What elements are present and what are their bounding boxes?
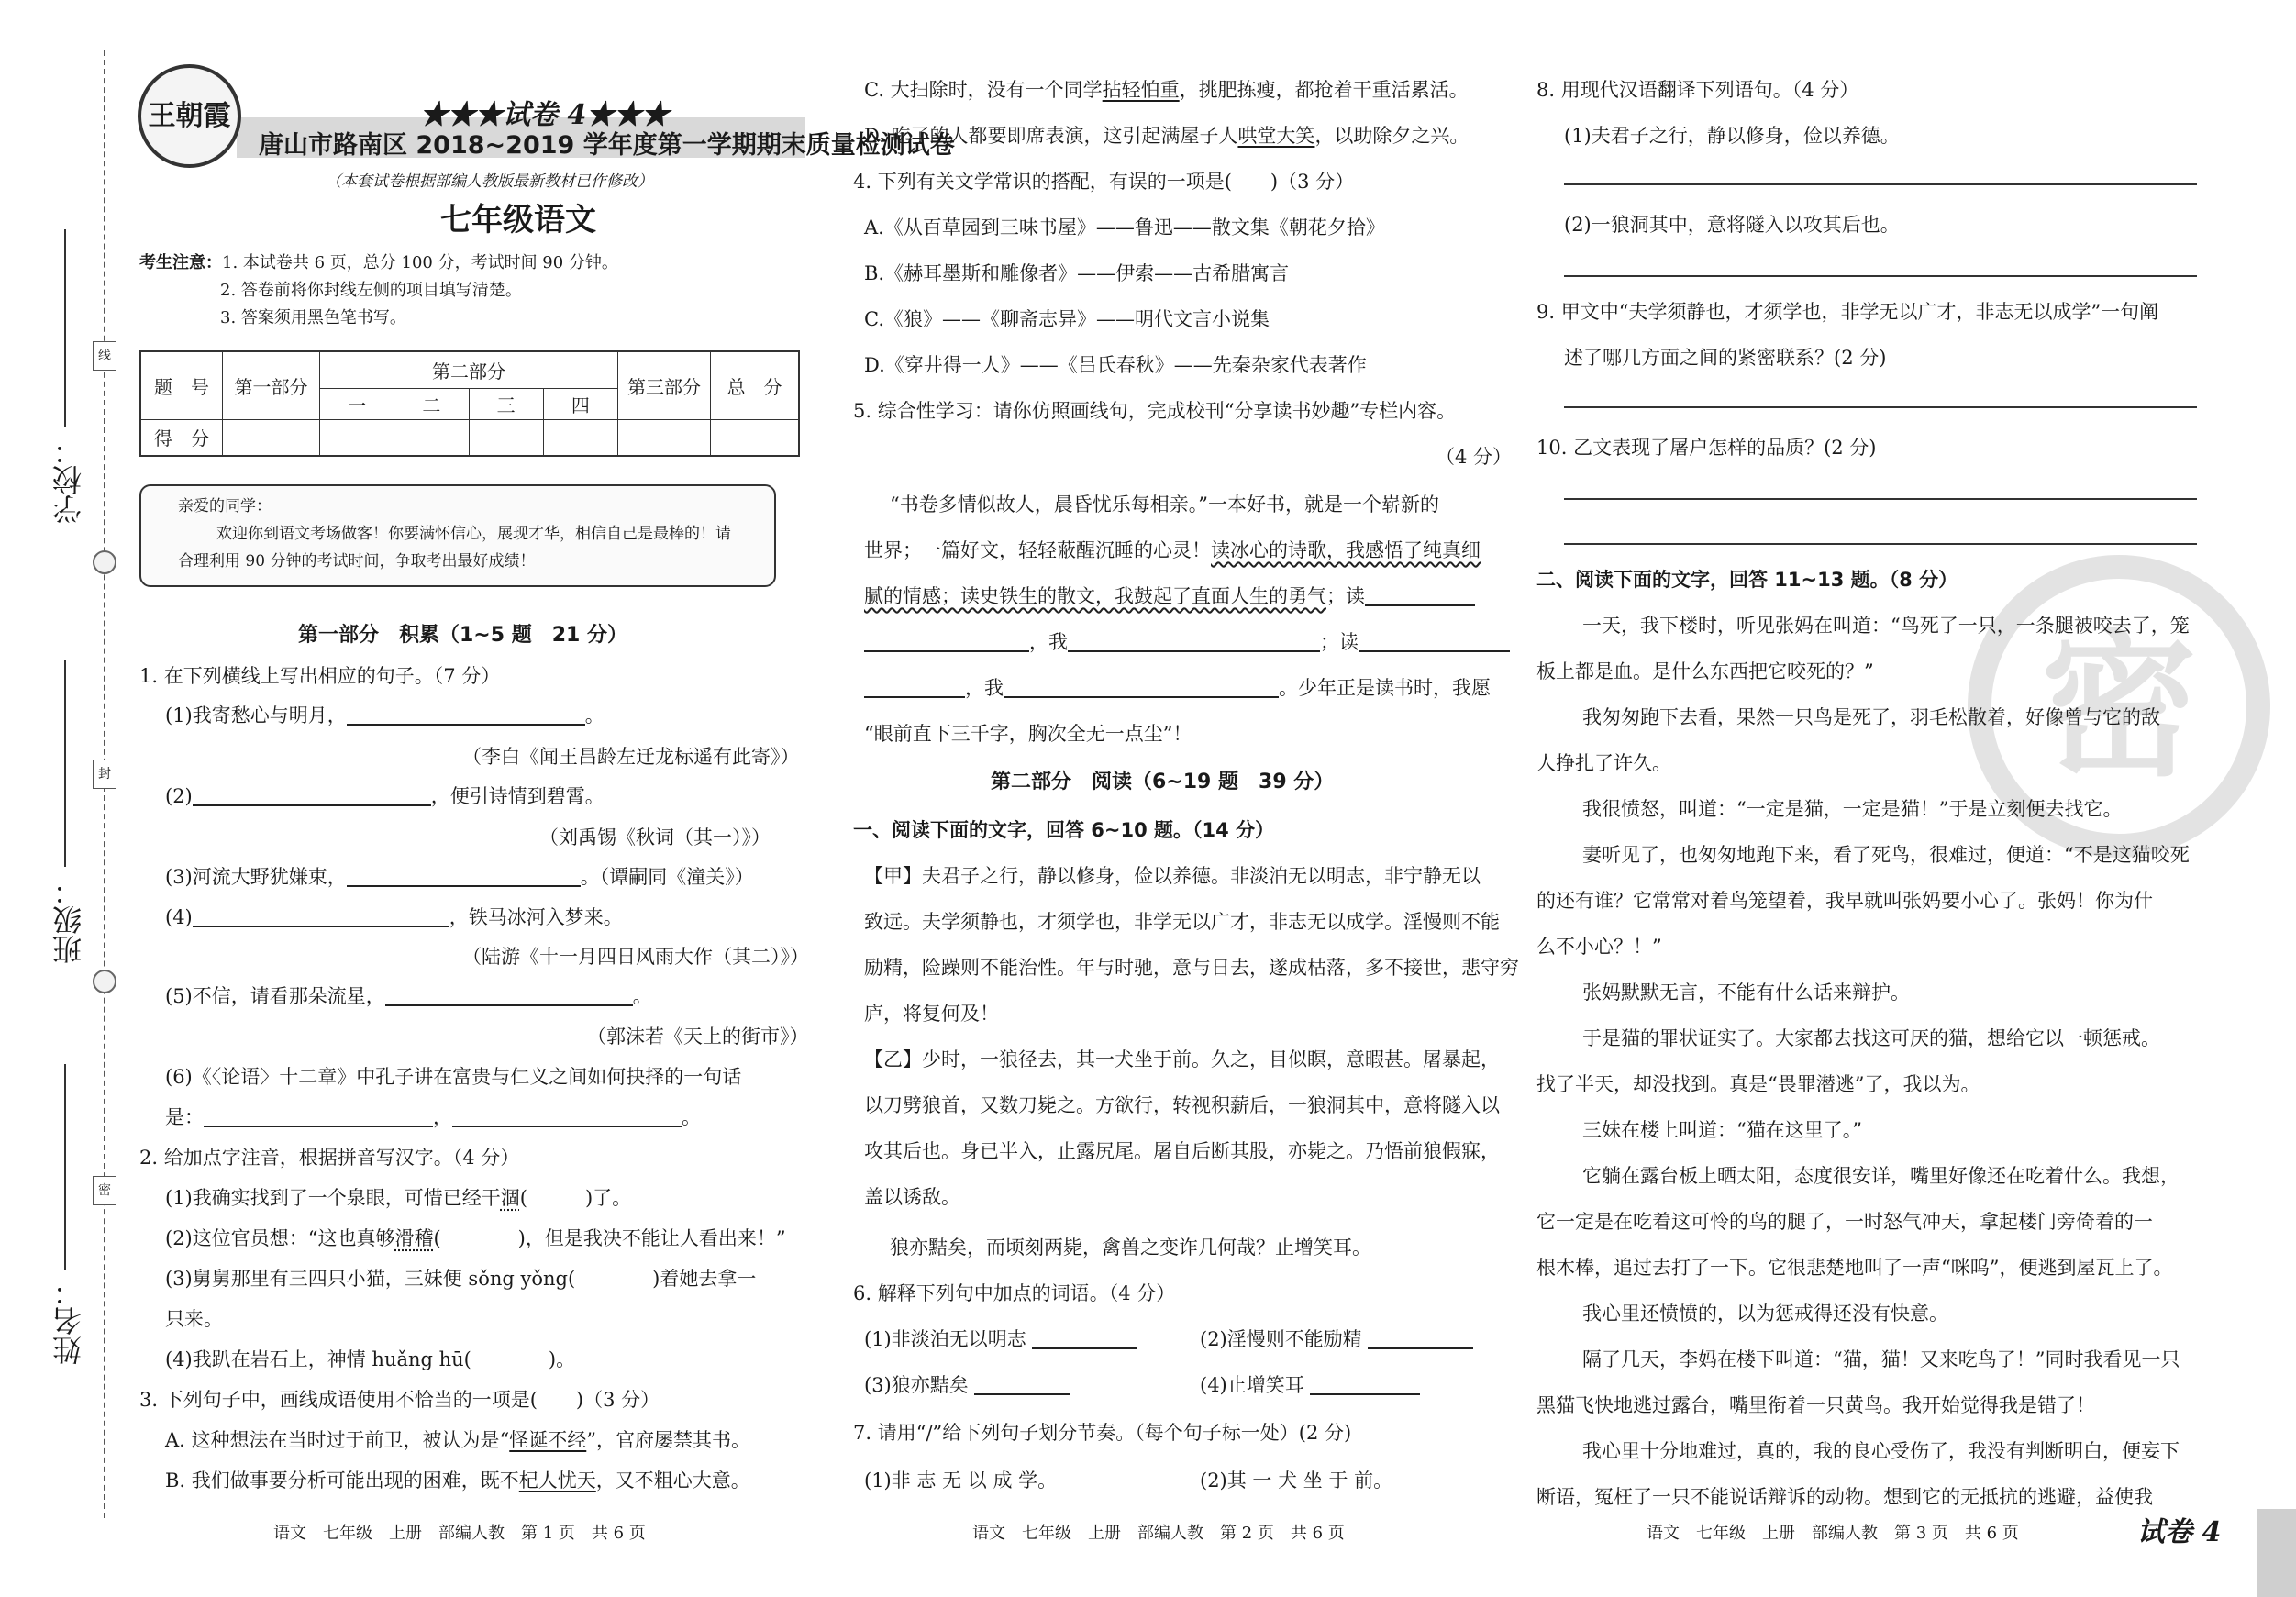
story-line: 根木棒，追过去打了一下。它很悲楚地叫了一声“咪呜”，便逃到屋瓦上了。 [1536, 1257, 2173, 1279]
answer-blank[interactable] [864, 634, 1029, 652]
story-line: 它躺在露台板上晒太阳，态度很安详，嘴里好像还在吃着什么。我想， [1582, 1165, 2180, 1187]
story-line: 的还有谁？它常常对着鸟笼望着，我早就叫张妈要小心了。张妈！你为什 [1536, 890, 2153, 912]
corner-block [2257, 1509, 2296, 1597]
score-header-part2: 第二部分 [320, 351, 618, 388]
greeting-line: 合理利用 90 分钟的考试时间，争取考出最好成绩！ [178, 552, 536, 571]
class-label: 班级： [51, 876, 86, 964]
option-b: B. 我们做事要分析可能出现的困难，既不杞人忧天，又不粗心大意。 [165, 1469, 750, 1492]
question-2-item: (3)舅舅那里有三四只小猫，三妹便 sǒng yǒng( )着她去拿一 [165, 1268, 757, 1290]
answer-blank[interactable] [204, 1109, 433, 1127]
passage-yi: 以刀劈狼首，又数刀毙之。方欲行，转视积薪后，一狼洞其中，意将隧入以 [864, 1094, 1500, 1116]
passage-line: “书卷多情似故人，晨昏忧乐每相亲。”一本好书，就是一个崭新的 [890, 494, 1439, 516]
score-sub: 一 [320, 388, 394, 419]
poem-source: （郭沫若《天上的街市》） [587, 1026, 809, 1048]
answer-blank[interactable] [974, 1377, 1070, 1395]
passage-line: ，我 。少年正是读书时，我愿 [864, 679, 1491, 698]
poem-source: （李白《闻王昌龄左迁龙标遥有此寄》） [462, 746, 800, 768]
passage-jia: 励精，险躁则不能治性。年与时驰，意与日去，遂成枯落，多不接世，悲守穷 [864, 957, 1519, 979]
story-line: 人挣扎了许久。 [1536, 752, 1671, 774]
passage-jia: 【甲】夫君子之行，静以修身，俭以养德。非淡泊无以明志，非宁静无以 [864, 865, 1481, 887]
story-line: 我很愤怒，叫道：“一定是猫，一定是猫！”于是立刻便去找它。 [1582, 798, 2123, 820]
seal-tag-secret: 密 [93, 1176, 116, 1205]
question-9: 9. 甲文中“夫学须静也，才须学也，非学无以广才，非志无以成学”一句阐 [1536, 301, 2159, 323]
story-line: 张妈默默无言，不能有什么话来辩护。 [1582, 981, 1910, 1004]
passage-line: 世界；一篇好文，轻轻蔽醒沉睡的心灵！读冰心的诗歌，我感悟了纯真细 [864, 539, 1481, 561]
option-d: D.《穿井得一人》——《吕氏春秋》——先秦杂家代表著作 [864, 354, 1367, 376]
question-6: 6. 解释下列句中加点的词语。（4 分） [853, 1282, 1176, 1304]
question-4: 4. 下列有关文学常识的搭配，有误的一项是( )（3 分） [853, 171, 1355, 193]
question-3: 3. 下列句子中，画线成语使用不恰当的一项是( )（3 分） [139, 1389, 660, 1411]
question-5-score: （4 分） [1436, 446, 1513, 468]
question-2-item: (1)我确实找到了一个泉眼，可惜已经干涸( )了。 [165, 1187, 632, 1209]
seal-tag-seal: 封 [93, 760, 116, 789]
greeting-line: 欢迎你到语文考场做客！你要满怀信心，展现才华，相信自己是最棒的！请 [216, 525, 731, 543]
binding-ring-icon [93, 550, 116, 574]
answer-line[interactable] [1564, 275, 2197, 277]
question-1-item: (6)《〈论语〉十二章》中孔子讲在富贵与仁义之间如何抉择的一句话 [165, 1066, 742, 1088]
option-a: A. 这种想法在当时过于前卫，被认为是“怪诞不经”，官府屡禁其书。 [165, 1429, 751, 1451]
option-b: B.《赫耳墨斯和雕像者》——伊索——古希腊寓言 [864, 262, 1290, 284]
answer-line[interactable] [1564, 183, 2197, 185]
answer-blank[interactable] [1068, 634, 1320, 652]
poem-source: （陆游《十一月四日风雨大作（其二）》） [462, 946, 809, 968]
answer-blank[interactable] [193, 909, 449, 927]
answer-blank[interactable] [193, 788, 431, 806]
answer-blank[interactable] [1032, 1331, 1137, 1349]
question-8: 8. 用现代汉语翻译下列语句。（4 分） [1536, 79, 1859, 101]
question-6-item: (1)非淡泊无以明志 [864, 1330, 1137, 1349]
part2-heading: 第二部分 阅读（6~19 题 39 分） [991, 771, 1335, 793]
school-field-line[interactable] [64, 229, 66, 427]
part1-heading: 第一部分 积累（1~5 题 21 分） [298, 624, 627, 647]
question-9: 述了哪几方面之间的紧密联系？(2 分) [1564, 347, 1887, 369]
question-6-item: (3)狼亦黠矣 [864, 1376, 1070, 1395]
story-line: 我心里十分地难过，真的，我的良心受伤了，我没有判断明白，便妄下 [1582, 1440, 2180, 1462]
question-2-item: (4)我趴在岩石上，神情 huǎng hū( )。 [165, 1348, 576, 1370]
question-8-item: (1)夫君子之行，静以修身，俭以养德。 [1564, 125, 1900, 147]
question-10: 10. 乙文表现了屠户怎样的品质？(2 分) [1536, 437, 1877, 459]
name-label: 姓名： [51, 1277, 86, 1365]
poem-source: （刘禹锡《秋词（其一）》） [539, 826, 771, 848]
notes-label: 考生注意：1. 本试卷共 6 页，总分 100 分，考试时间 90 分钟。 [139, 253, 618, 272]
passage-yi: 【乙】少时，一狼径去，其一犬坐于前。久之，目似瞑，意暇甚。屠暴起， [864, 1048, 1500, 1070]
class-field-line[interactable] [64, 660, 66, 867]
answer-line[interactable] [1564, 406, 2197, 408]
story-line: 一天，我下楼时，听见张妈在叫道：“鸟死了一只，一条腿被咬去了，笼 [1582, 615, 2190, 637]
seal-tag-line: 线 [93, 341, 116, 371]
question-2-item: (2)这位官员想：“这也真够滑稽( )，但是我决不能让人看出来！” [165, 1227, 786, 1249]
passage-line: “眼前直下三千字，胸次全无一点尘”！ [864, 723, 1192, 745]
question-1: 1. 在下列横线上写出相应的句子。（7 分） [139, 665, 501, 687]
question-1-item: 是： ， 。 [165, 1106, 701, 1128]
story-line: 黑猫飞快地逃过露台，嘴里衔着一只黄鸟。我开始觉得我是错了！ [1536, 1394, 2095, 1416]
answer-line[interactable] [1564, 543, 2197, 545]
story-line: 三妹在楼上叫道：“猫在这里了。” [1582, 1119, 1862, 1141]
option-d: D. 吃了的人都要即席表演，这引起满屋子人哄堂大笑，以助除夕之兴。 [864, 125, 1470, 147]
question-8-item: (2)一狼洞其中，意将隧入以攻其后也。 [1564, 214, 1900, 236]
school-label: 学校： [51, 436, 86, 524]
page-1-column [128, 0, 809, 1597]
section-heading: 二、阅读下面的文字，回答 11~13 题。（8 分） [1536, 569, 1958, 591]
passage-yi: 盖以诱敌。 [864, 1186, 960, 1208]
question-7-item: (2)其 一 犬 坐 于 前。 [1200, 1469, 1393, 1492]
story-line: 于是猫的罪状证实了。大家都去找这可厌的猫，想给它以一顿惩戒。 [1582, 1027, 2160, 1049]
exam-subtitle: （本套试卷根据部编人教版最新教材已作修改） [326, 172, 653, 191]
answer-blank[interactable] [1359, 634, 1510, 652]
page-2-column [853, 0, 1519, 1597]
answer-blank[interactable] [1365, 588, 1475, 606]
page-footer: 语文 七年级 上册 部编人教 第 1 页 共 6 页 [273, 1524, 646, 1543]
exam-title: 唐山市路南区 2018~2019 学年度第一学期期末质量检测试卷 [259, 131, 955, 160]
stamp-glyph: 密 [2040, 615, 2197, 798]
option-c: C.《狼》——《聊斋志异》——明代文言小说集 [864, 308, 1270, 330]
passage-line: 腻的情感；读史铁生的散文，我鼓起了直面人生的勇气；读 [864, 587, 1475, 606]
story-line: 板上都是血。是什么东西把它咬死的？” [1536, 660, 1874, 682]
question-2-item: 只来。 [165, 1308, 223, 1330]
page-3-column [1536, 0, 2197, 1597]
question-7-item: (1)非 志 无 以 成 学。 [864, 1469, 1058, 1492]
question-6-item: (4)止增笑耳 [1200, 1376, 1420, 1395]
binding-margin [0, 0, 128, 1597]
answer-line[interactable] [1564, 498, 2197, 500]
answer-blank[interactable] [347, 707, 585, 726]
passage-yi: 狼亦黠矣，而顷刻两毙，禽兽之变诈几何哉？止增笑耳。 [890, 1237, 1371, 1259]
page-footer: 语文 七年级 上册 部编人教 第 2 页 共 6 页 [972, 1524, 1345, 1543]
story-line: 隔了几天，李妈在楼下叫道：“猫，猫！又来吃鸟了！”同时我看见一只 [1582, 1348, 2180, 1370]
story-line: 么不小心？！” [1536, 936, 1662, 958]
answer-blank[interactable] [452, 1109, 682, 1127]
grade-title: 七年级语文 [440, 202, 596, 238]
story-line: 它一定是在吃着这可怜的鸟的腿了，一时怒气冲天，拿起楼门旁倚着的一 [1536, 1211, 2153, 1233]
question-7: 7. 请用“/”给下列句子划分节奏。（每个句子标一处）(2 分) [853, 1422, 1352, 1444]
passage-yi: 攻其后也。身已半入，止露尻尾。屠自后断其股，亦毙之。乃悟前狼假寐， [864, 1140, 1500, 1162]
answer-blank[interactable] [1004, 680, 1279, 698]
question-6-item: (2)淫慢则不能励精 [1200, 1330, 1473, 1349]
answer-blank[interactable] [1310, 1377, 1420, 1395]
story-line: 断语，冤枉了一只不能说话辩诉的动物。想到它的无抵抗的逃避，益使我 [1536, 1486, 2153, 1508]
score-sub: 三 [469, 388, 543, 419]
greeting: 亲爱的同学： [178, 497, 272, 516]
answer-blank[interactable] [1368, 1331, 1473, 1349]
question-1-item: (3)河流大野犹嫌束， 。（谭嗣同《潼关》） [165, 866, 754, 888]
answer-blank[interactable] [864, 680, 965, 698]
score-header-total: 总 分 [711, 351, 800, 419]
option-c: C. 大扫除时，没有一个同学拈轻怕重，挑肥拣瘦，都抢着干重活累活。 [864, 79, 1469, 101]
story-line: 找了半天，却没找到。真是“畏罪潜逃”了，我以为。 [1536, 1073, 1980, 1095]
note-item: 1. 本试卷共 6 页，总分 100 分，考试时间 90 分钟。 [222, 253, 618, 272]
question-1-item: (1)我寄愁心与明月， 。 [165, 704, 605, 726]
question-5: 5. 综合性学习：请你仿照画线句，完成校刊“分享读书妙趣”专栏内容。 [853, 400, 1457, 422]
score-row-label: 得 分 [140, 419, 223, 456]
answer-blank[interactable] [385, 988, 633, 1006]
passage-jia: 庐，将复何及！ [864, 1003, 999, 1025]
score-sub: 二 [394, 388, 469, 419]
binding-ring-icon [93, 970, 116, 993]
score-sub: 四 [543, 388, 617, 419]
question-2: 2. 给加点字注音，根据拼音写汉字。（4 分） [139, 1147, 520, 1169]
score-header-part3: 第三部分 [618, 351, 711, 419]
answer-blank[interactable] [347, 869, 581, 887]
passage-line: ，我 ；读 [864, 633, 1510, 652]
question-1-item: (5)不信，请看那朵流星， 。 [165, 985, 652, 1007]
question-1-item: (2) ，便引诗情到碧霄。 [165, 785, 605, 807]
question-1-item: (4) ，铁马冰河入梦来。 [165, 906, 623, 928]
page-footer: 语文 七年级 上册 部编人教 第 3 页 共 6 页 [1647, 1524, 2019, 1543]
paper-tag: 试卷 4 [2137, 1516, 2222, 1548]
note-item: 3. 答案须用黑色笔书写。 [220, 308, 406, 327]
passage-jia: 致远。夫学须静也，才须学也，非学无以广才，非志无以成学。淫慢则不能 [864, 911, 1500, 933]
story-line: 妻听见了，也匆匆地跑下来，看了死鸟，很难过，便道：“不是这猫咬死 [1582, 844, 2190, 866]
story-line: 我心里还愤愤的，以为惩戒得还没有快意。 [1582, 1303, 1948, 1325]
section-heading: 一、阅读下面的文字，回答 6~10 题。（14 分） [853, 819, 1275, 841]
note-item: 2. 答卷前将你封线左侧的项目填写清楚。 [220, 281, 522, 300]
option-a: A.《从百草园到三味书屋》——鲁迅——散文集《朝花夕拾》 [864, 216, 1385, 238]
paper-label: ★★★试卷 4★★★ [420, 99, 670, 131]
score-header-part1: 第一部分 [223, 351, 320, 419]
score-header-q: 题 号 [140, 351, 223, 419]
story-line: 我匆匆跑下去看，果然一只鸟是死了，羽毛松散着，好像曾与它的敌 [1582, 706, 2160, 728]
logo-text: 王朝霞 [148, 100, 231, 132]
name-field-line[interactable] [64, 1064, 66, 1270]
